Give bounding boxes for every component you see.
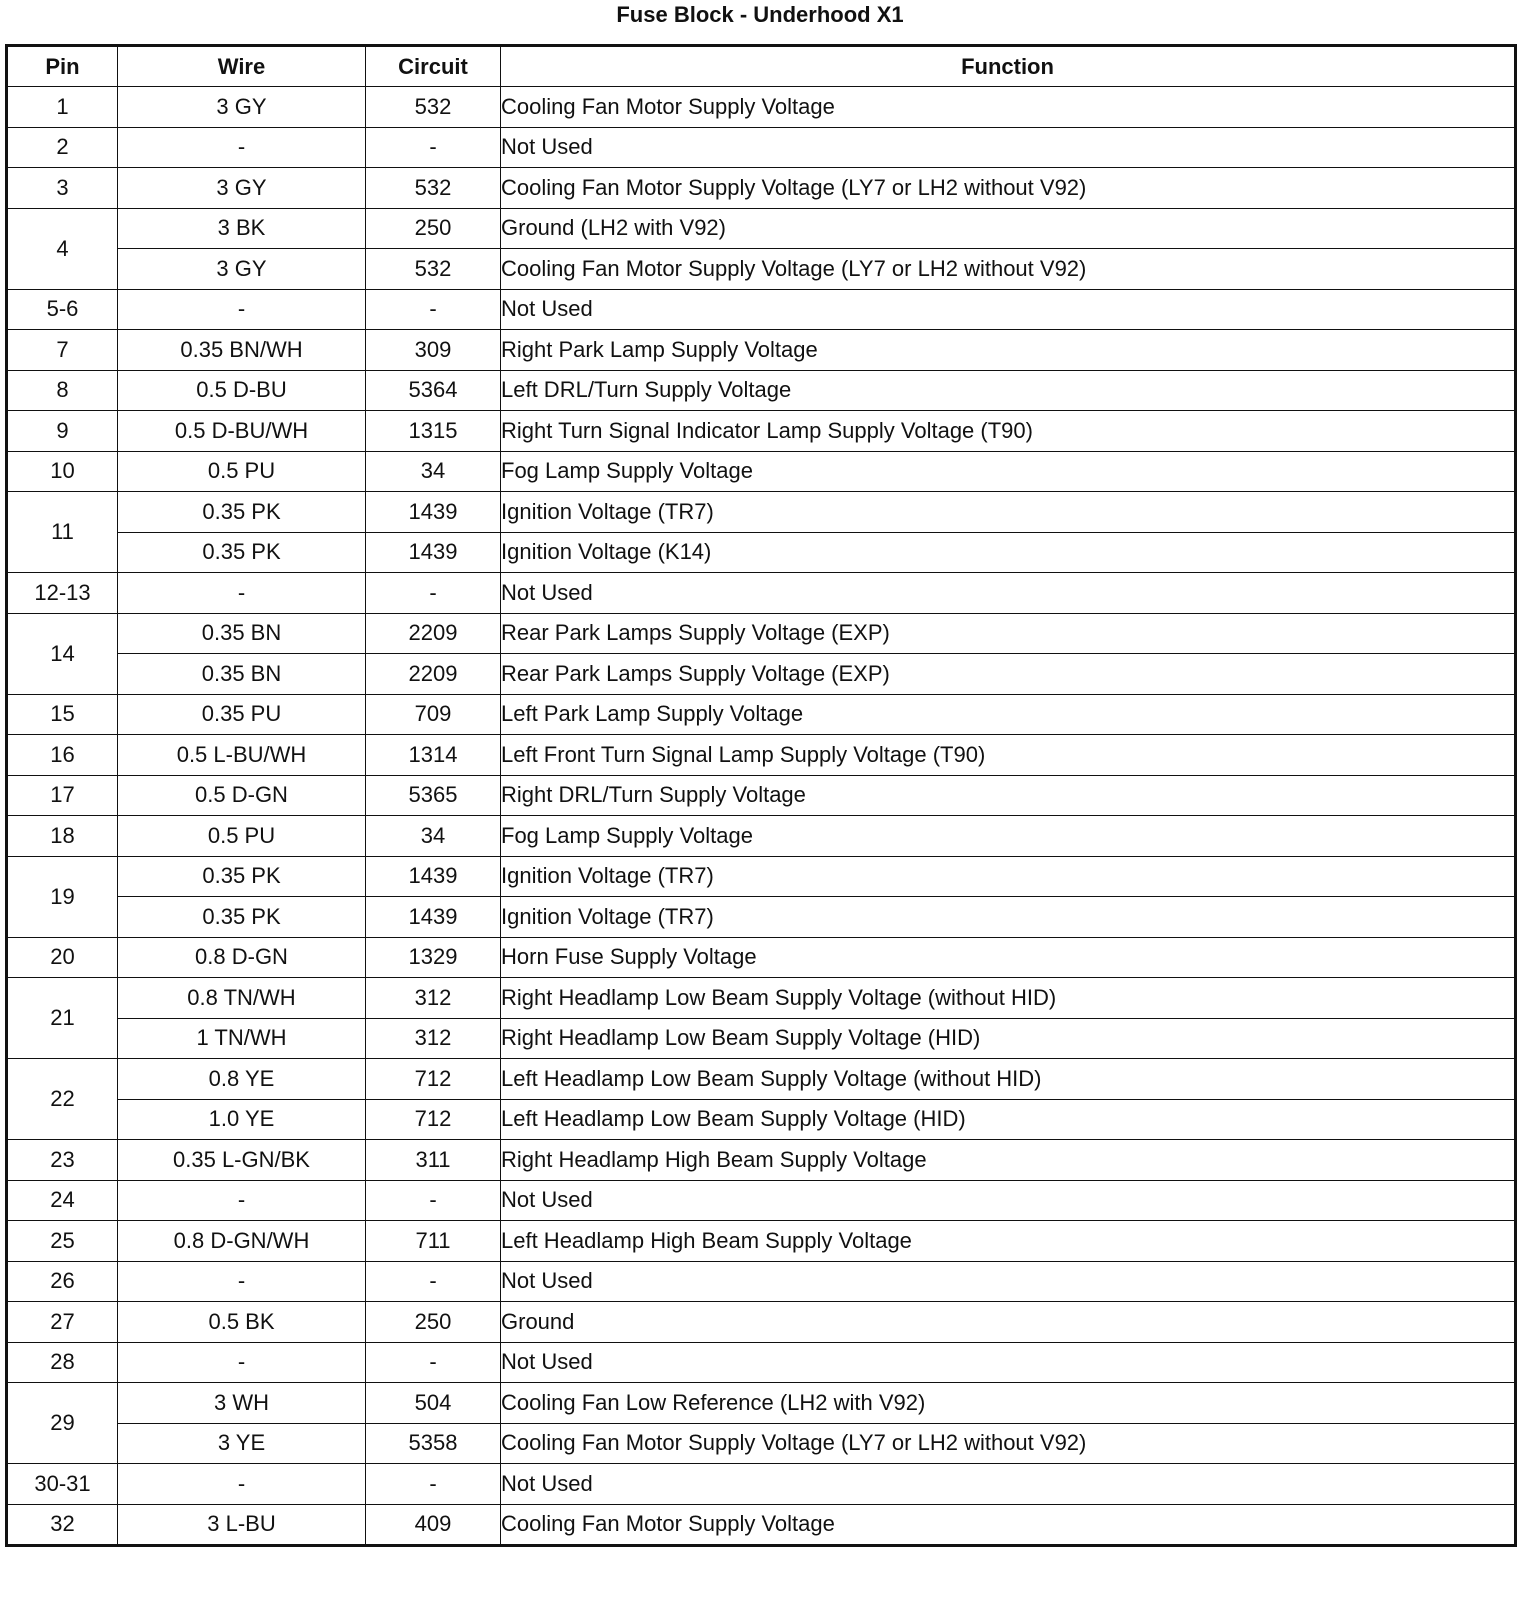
table-row: [7, 613, 1516, 654]
function-cell: Ground: [501, 1302, 1516, 1343]
function-cell: Ignition Voltage (TR7): [501, 856, 1516, 897]
header-circuit: Circuit: [366, 46, 501, 87]
pin-cell: 19: [7, 856, 118, 937]
header-row: [7, 46, 1516, 87]
table-row: [7, 1180, 1516, 1221]
wire-cell: 0.35 PK: [118, 532, 366, 573]
table-row: [7, 127, 1516, 168]
table-row: [7, 1018, 1516, 1059]
circuit-cell: 1329: [366, 937, 501, 978]
wire-cell: 0.35 BN: [118, 654, 366, 695]
function-cell: Ignition Voltage (TR7): [501, 492, 1516, 533]
circuit-cell: 250: [366, 208, 501, 249]
wire-cell: 0.8 D-GN: [118, 937, 366, 978]
header-pin: Pin: [7, 46, 118, 87]
function-cell: Ground (LH2 with V92): [501, 208, 1516, 249]
pin-cell: 18: [7, 816, 118, 857]
circuit-cell: 709: [366, 694, 501, 735]
pin-cell: 8: [7, 370, 118, 411]
circuit-cell: 1439: [366, 492, 501, 533]
pin-cell: 2: [7, 127, 118, 168]
function-cell: Not Used: [501, 289, 1516, 330]
table-row: [7, 1221, 1516, 1262]
circuit-cell: 2209: [366, 613, 501, 654]
function-cell: Ignition Voltage (TR7): [501, 897, 1516, 938]
circuit-cell: 2209: [366, 654, 501, 695]
circuit-cell: 532: [366, 87, 501, 128]
pin-cell: 4: [7, 208, 118, 289]
table-row: [7, 370, 1516, 411]
circuit-cell: 1314: [366, 735, 501, 776]
wire-cell: 3 WH: [118, 1383, 366, 1424]
function-cell: Right Headlamp Low Beam Supply Voltage (without HID): [501, 978, 1516, 1019]
wire-cell: 0.5 D-BU/WH: [118, 411, 366, 452]
function-cell: Left Headlamp High Beam Supply Voltage: [501, 1221, 1516, 1262]
table-row: [7, 289, 1516, 330]
circuit-cell: 712: [366, 1059, 501, 1100]
wire-cell: 0.35 PU: [118, 694, 366, 735]
function-cell: Not Used: [501, 573, 1516, 614]
circuit-cell: -: [366, 1342, 501, 1383]
wire-cell: 3 BK: [118, 208, 366, 249]
function-cell: Left Front Turn Signal Lamp Supply Voltage (T90): [501, 735, 1516, 776]
circuit-cell: -: [366, 127, 501, 168]
wire-cell: 0.5 L-BU/WH: [118, 735, 366, 776]
function-cell: Ignition Voltage (K14): [501, 532, 1516, 573]
table-row: [7, 856, 1516, 897]
wire-cell: 3 YE: [118, 1423, 366, 1464]
function-cell: Rear Park Lamps Supply Voltage (EXP): [501, 613, 1516, 654]
circuit-cell: 34: [366, 816, 501, 857]
pin-cell: 10: [7, 451, 118, 492]
table-row: [7, 1504, 1516, 1546]
table-row: [7, 978, 1516, 1019]
pin-cell: 9: [7, 411, 118, 452]
pin-cell: 26: [7, 1261, 118, 1302]
pin-cell: 24: [7, 1180, 118, 1221]
function-cell: Not Used: [501, 1180, 1516, 1221]
circuit-cell: 34: [366, 451, 501, 492]
pin-cell: 32: [7, 1504, 118, 1546]
table-row: [7, 937, 1516, 978]
table-body: [7, 87, 1516, 1546]
circuit-cell: -: [366, 1180, 501, 1221]
circuit-cell: 5364: [366, 370, 501, 411]
circuit-cell: 712: [366, 1099, 501, 1140]
function-cell: Right Headlamp Low Beam Supply Voltage (HID): [501, 1018, 1516, 1059]
table-row: [7, 1099, 1516, 1140]
table-row: [7, 1423, 1516, 1464]
function-cell: Cooling Fan Low Reference (LH2 with V92): [501, 1383, 1516, 1424]
pin-cell: 20: [7, 937, 118, 978]
wire-cell: 0.8 D-GN/WH: [118, 1221, 366, 1262]
circuit-cell: 309: [366, 330, 501, 371]
table-row: [7, 654, 1516, 695]
circuit-cell: -: [366, 1261, 501, 1302]
circuit-cell: 504: [366, 1383, 501, 1424]
wire-cell: 0.35 PK: [118, 856, 366, 897]
function-cell: Right DRL/Turn Supply Voltage: [501, 775, 1516, 816]
circuit-cell: 532: [366, 249, 501, 290]
table-row: [7, 532, 1516, 573]
wire-cell: -: [118, 1342, 366, 1383]
table-row: [7, 168, 1516, 209]
table-row: [7, 573, 1516, 614]
wire-cell: 0.5 D-GN: [118, 775, 366, 816]
pin-cell: 5-6: [7, 289, 118, 330]
table-row: [7, 492, 1516, 533]
wire-cell: 1.0 YE: [118, 1099, 366, 1140]
wire-cell: -: [118, 127, 366, 168]
function-cell: Horn Fuse Supply Voltage: [501, 937, 1516, 978]
pin-cell: 21: [7, 978, 118, 1059]
table-row: [7, 1383, 1516, 1424]
function-cell: Rear Park Lamps Supply Voltage (EXP): [501, 654, 1516, 695]
circuit-cell: 250: [366, 1302, 501, 1343]
circuit-cell: 1439: [366, 532, 501, 573]
circuit-cell: 1439: [366, 897, 501, 938]
wire-cell: 0.5 D-BU: [118, 370, 366, 411]
function-cell: Not Used: [501, 127, 1516, 168]
function-cell: Cooling Fan Motor Supply Voltage (LY7 or LH2 without V92): [501, 1423, 1516, 1464]
function-cell: Cooling Fan Motor Supply Voltage (LY7 or LH2 without V92): [501, 249, 1516, 290]
circuit-cell: 311: [366, 1140, 501, 1181]
function-cell: Not Used: [501, 1342, 1516, 1383]
function-cell: Not Used: [501, 1464, 1516, 1505]
pin-cell: 28: [7, 1342, 118, 1383]
pin-cell: 1: [7, 87, 118, 128]
table-row: [7, 1261, 1516, 1302]
function-cell: Left DRL/Turn Supply Voltage: [501, 370, 1516, 411]
wire-cell: -: [118, 1464, 366, 1505]
pin-cell: 15: [7, 694, 118, 735]
function-cell: Left Park Lamp Supply Voltage: [501, 694, 1516, 735]
wire-cell: -: [118, 289, 366, 330]
pinout-table: [5, 44, 1517, 1547]
circuit-cell: 409: [366, 1504, 501, 1546]
function-cell: Right Turn Signal Indicator Lamp Supply Voltage (T90): [501, 411, 1516, 452]
wire-cell: 0.35 PK: [118, 897, 366, 938]
function-cell: Left Headlamp Low Beam Supply Voltage (without HID): [501, 1059, 1516, 1100]
circuit-cell: 312: [366, 978, 501, 1019]
pin-cell: 23: [7, 1140, 118, 1181]
function-cell: Cooling Fan Motor Supply Voltage: [501, 1504, 1516, 1546]
pin-cell: 30-31: [7, 1464, 118, 1505]
wire-cell: 1 TN/WH: [118, 1018, 366, 1059]
function-cell: Left Headlamp Low Beam Supply Voltage (HID): [501, 1099, 1516, 1140]
table-row: [7, 1059, 1516, 1100]
function-cell: Right Headlamp High Beam Supply Voltage: [501, 1140, 1516, 1181]
wire-cell: 3 GY: [118, 87, 366, 128]
table-row: [7, 1302, 1516, 1343]
function-cell: Right Park Lamp Supply Voltage: [501, 330, 1516, 371]
table-row: [7, 1342, 1516, 1383]
wire-cell: 0.35 BN: [118, 613, 366, 654]
wire-cell: 0.5 PU: [118, 816, 366, 857]
circuit-cell: 1315: [366, 411, 501, 452]
pin-cell: 22: [7, 1059, 118, 1140]
circuit-cell: 1439: [366, 856, 501, 897]
table-row: [7, 897, 1516, 938]
table-header: [7, 46, 1516, 87]
circuit-cell: -: [366, 1464, 501, 1505]
circuit-cell: 711: [366, 1221, 501, 1262]
wire-cell: -: [118, 1261, 366, 1302]
table-row: [7, 330, 1516, 371]
pin-cell: 27: [7, 1302, 118, 1343]
circuit-cell: -: [366, 289, 501, 330]
pin-cell: 17: [7, 775, 118, 816]
wire-cell: 0.5 BK: [118, 1302, 366, 1343]
table-row: [7, 249, 1516, 290]
function-cell: Not Used: [501, 1261, 1516, 1302]
function-cell: Cooling Fan Motor Supply Voltage: [501, 87, 1516, 128]
function-cell: Cooling Fan Motor Supply Voltage (LY7 or LH2 without V92): [501, 168, 1516, 209]
function-cell: Fog Lamp Supply Voltage: [501, 816, 1516, 857]
table-row: [7, 451, 1516, 492]
circuit-cell: 312: [366, 1018, 501, 1059]
wire-cell: 3 GY: [118, 249, 366, 290]
header-wire: Wire: [118, 46, 366, 87]
wire-cell: 3 GY: [118, 168, 366, 209]
pin-cell: 11: [7, 492, 118, 573]
pin-cell: 25: [7, 1221, 118, 1262]
circuit-cell: 5358: [366, 1423, 501, 1464]
table-row: [7, 87, 1516, 128]
pin-cell: 7: [7, 330, 118, 371]
wire-cell: -: [118, 573, 366, 614]
wire-cell: 0.5 PU: [118, 451, 366, 492]
table-row: [7, 775, 1516, 816]
wire-cell: 3 L-BU: [118, 1504, 366, 1546]
circuit-cell: 532: [366, 168, 501, 209]
table-row: [7, 1464, 1516, 1505]
pin-cell: 3: [7, 168, 118, 209]
circuit-cell: 5365: [366, 775, 501, 816]
wire-cell: 0.8 TN/WH: [118, 978, 366, 1019]
pin-cell: 29: [7, 1383, 118, 1464]
wire-cell: 0.35 PK: [118, 492, 366, 533]
table-row: [7, 694, 1516, 735]
function-cell: Fog Lamp Supply Voltage: [501, 451, 1516, 492]
table-row: [7, 411, 1516, 452]
table-row: [7, 816, 1516, 857]
pin-cell: 14: [7, 613, 118, 694]
wire-cell: -: [118, 1180, 366, 1221]
table-row: [7, 1140, 1516, 1181]
header-function: Function: [501, 46, 1516, 87]
wire-cell: 0.35 BN/WH: [118, 330, 366, 371]
table-row: [7, 735, 1516, 776]
table-row: [7, 208, 1516, 249]
wire-cell: 0.8 YE: [118, 1059, 366, 1100]
pin-cell: 16: [7, 735, 118, 776]
wire-cell: 0.35 L-GN/BK: [118, 1140, 366, 1181]
pin-cell: 12-13: [7, 573, 118, 614]
page-title: Fuse Block - Underhood X1: [616, 2, 904, 27]
circuit-cell: -: [366, 573, 501, 614]
